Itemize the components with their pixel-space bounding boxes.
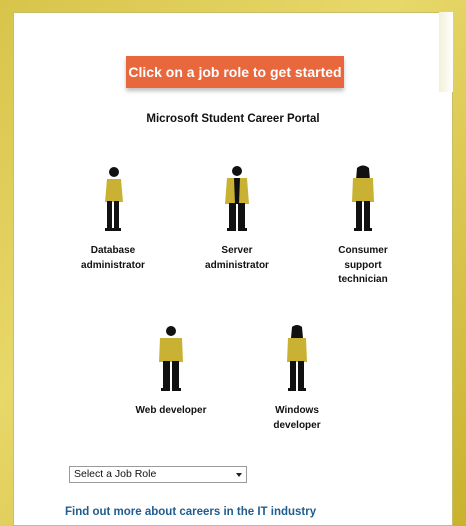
role-label-line: developer [273, 419, 321, 431]
role-label-line: Database [90, 245, 136, 256]
role-label-line: Server [221, 245, 253, 256]
role-label-line: Consumer [338, 245, 388, 256]
page-title: Microsoft Student Career Portal [146, 113, 320, 125]
role-label-line: technician [338, 274, 388, 285]
get-started-banner[interactable]: Click on a job role to get started [126, 56, 344, 88]
role-consumer-support-technician[interactable] [308, 164, 418, 288]
role-windows-developer[interactable] [242, 324, 352, 433]
chevron-down-icon [236, 473, 242, 477]
job-role-select[interactable] [69, 466, 247, 483]
person-figure-icon [343, 164, 383, 236]
content-panel [13, 12, 453, 526]
careers-info-link[interactable]: Find out more about careers in the IT industry [65, 506, 317, 518]
role-label-line: support [344, 259, 382, 271]
scrollbar-strip[interactable] [439, 12, 453, 92]
job-role-select-value: Select a Job Role [74, 468, 157, 480]
person-figure-icon [277, 324, 317, 396]
person-figure-icon [93, 164, 133, 236]
person-figure-icon [217, 164, 257, 236]
role-label-line: Web developer [135, 405, 207, 416]
role-label-line: administrator [81, 259, 145, 271]
role-server-administrator[interactable] [182, 164, 292, 273]
role-label-line: administrator [205, 259, 269, 271]
role-web-developer[interactable] [116, 324, 226, 419]
role-label-line: Windows [275, 405, 319, 416]
person-figure-icon [151, 324, 191, 396]
role-database-administrator[interactable] [58, 164, 168, 273]
